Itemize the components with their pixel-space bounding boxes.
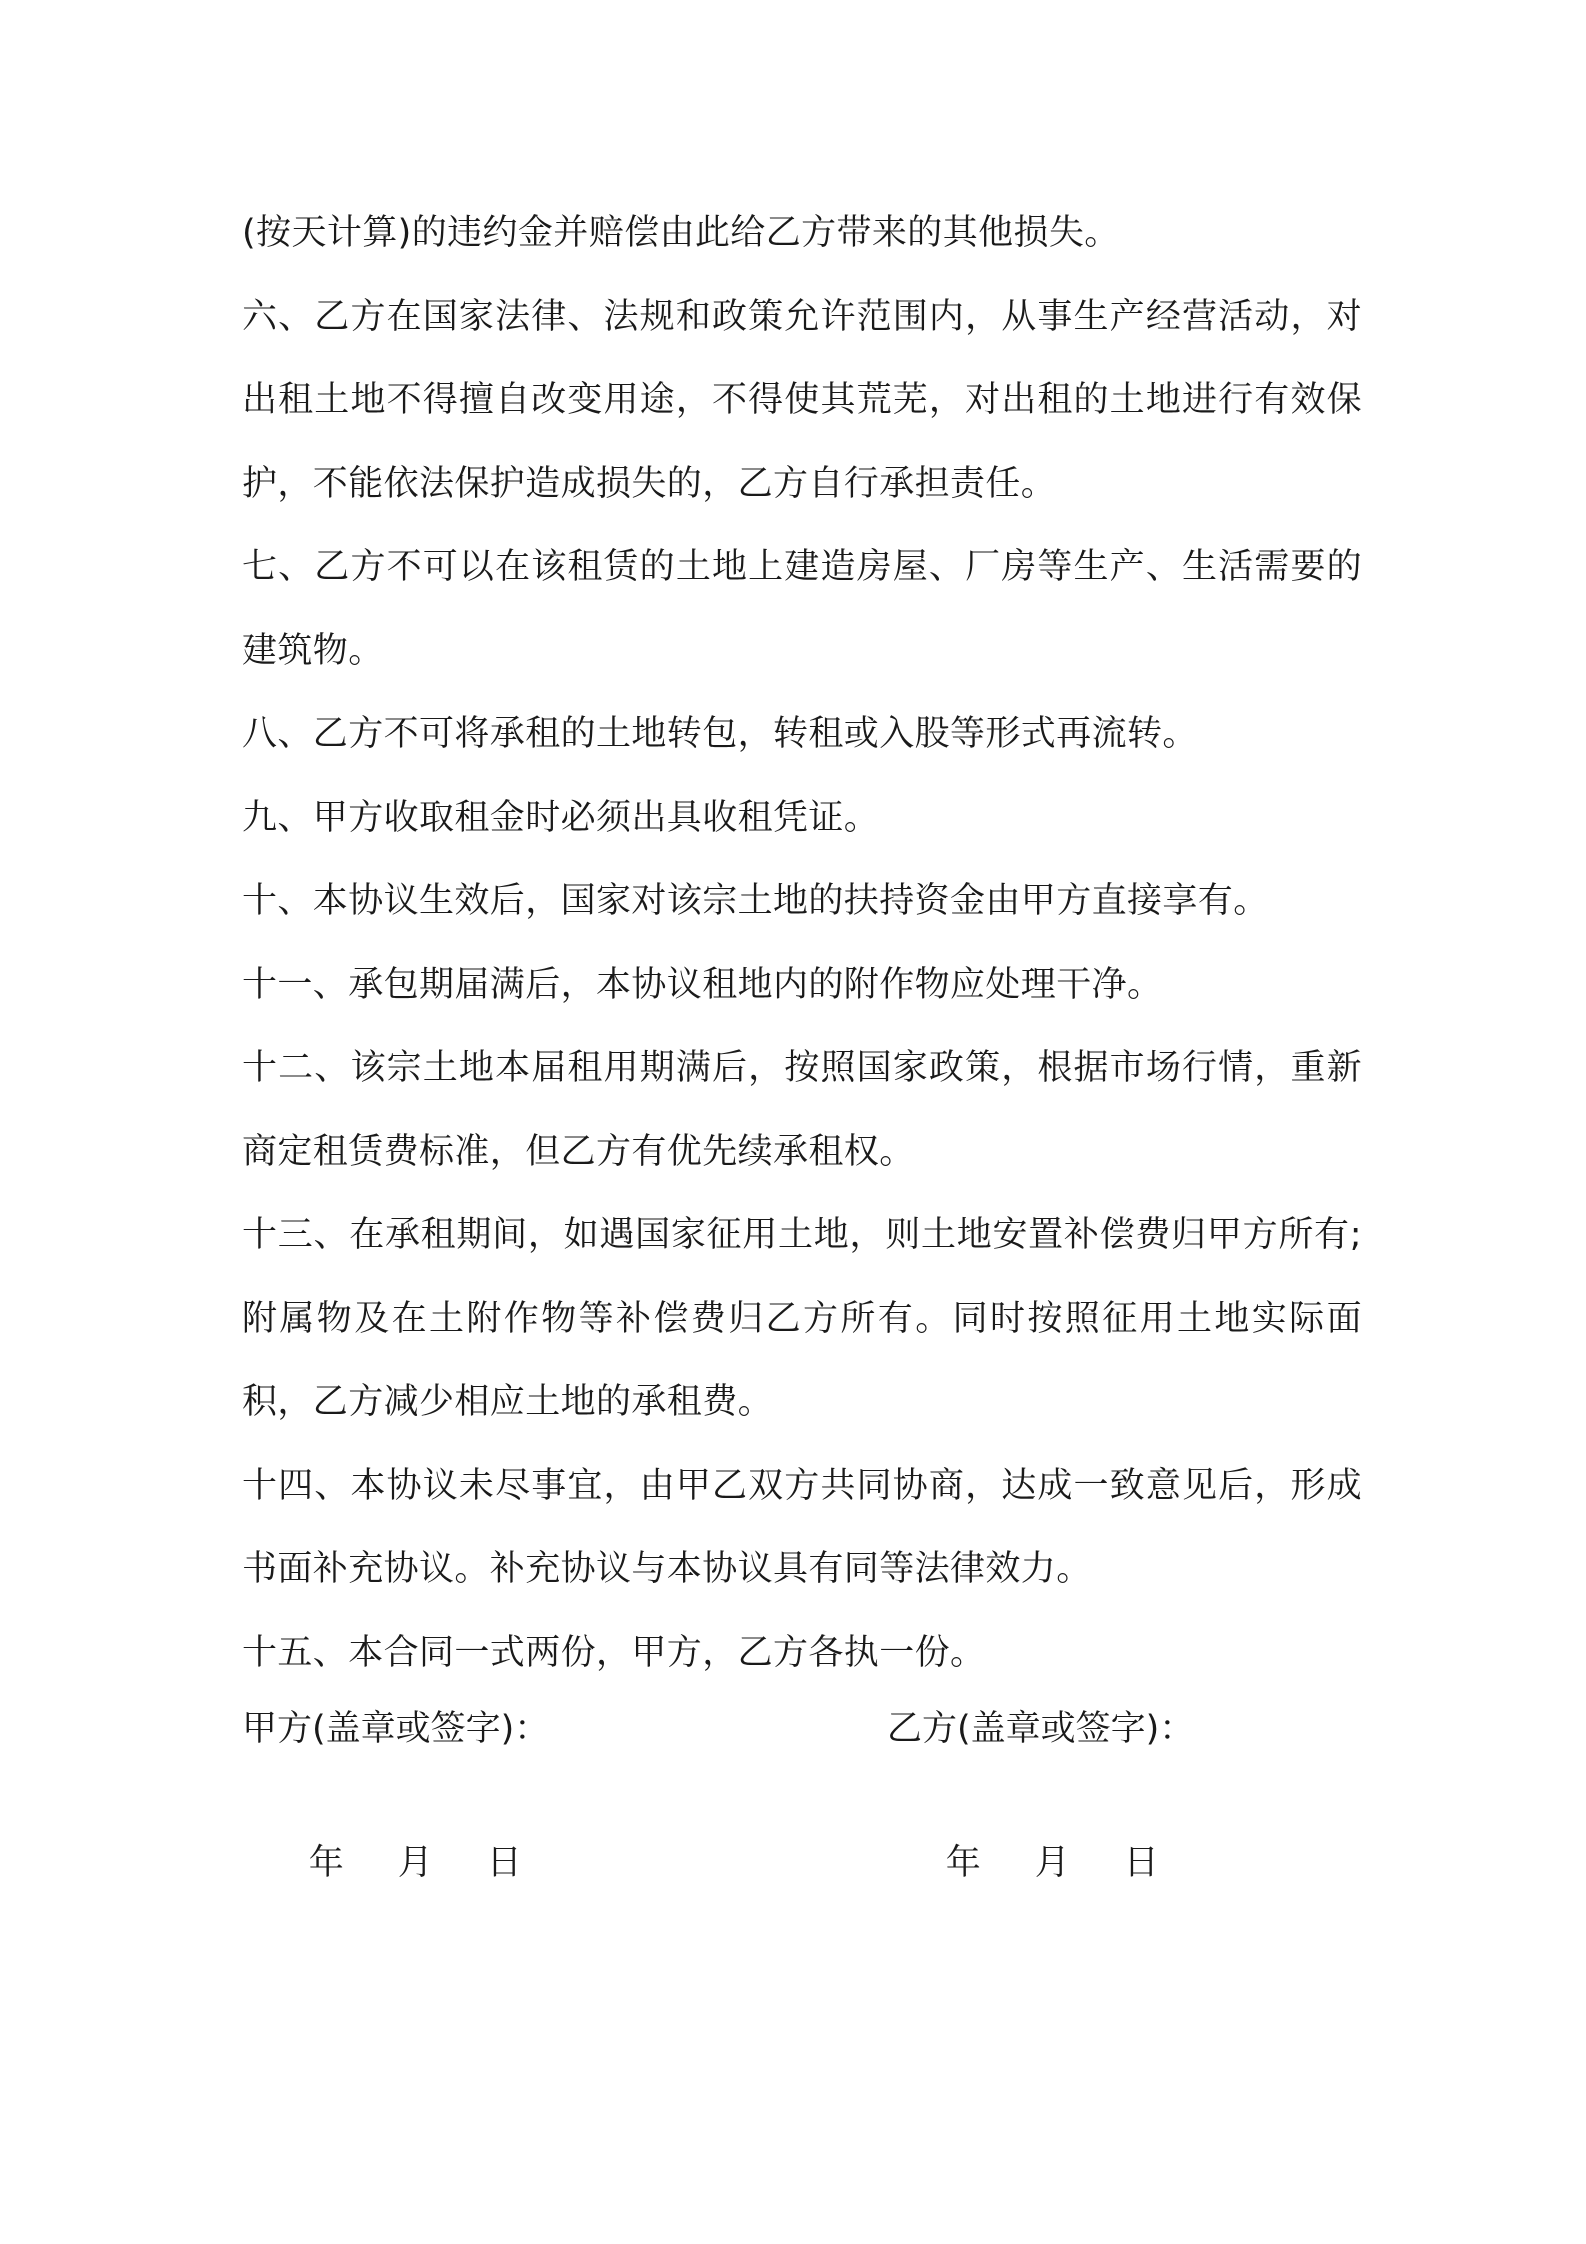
clause-15: 十五、本合同一式两份，甲方，乙方各执一份。 [242,1632,986,1673]
clause-8: 八、乙方不可将承租的土地转包，转租或入股等形式再流转。 [242,714,1198,754]
clause-13: 十三、在承租期间，如遇国家征用土地，则土地安置补偿费归甲方所有;附属物及在土附作物等补偿费归乙方所有。同时按照征用土地实际面积，乙方减少相应土地的承租费。 [242,1215,1362,1422]
party-b-signature-label: 乙方(盖章或签字)： [887,1709,1195,1749]
party-a-date-day: 日 [486,1843,522,1883]
party-b-date-year: 年 [945,1843,981,1883]
clause-6: 六、乙方在国家法律、法规和政策允许范围内，从事生产经营活动，对出租土地不得擅自改变用途，不得使其荒芜，对出租的土地进行有效保护，不能依法保护造成损失的，乙方自行承担责任。 [242,296,1362,504]
party-b-date-month: 月 [1034,1843,1070,1883]
party-a-date [242,1788,522,1938]
paragraph-penalty-continuation: (按天计算)的违约金并赔偿由此给乙方带来的其他损失。 [242,213,1120,253]
party-b-date [879,1788,1159,1938]
clause-14: 十四、本协议未尽事宜，由甲乙双方共同协商，达成一致意见后，形成书面补充协议。补充协议与本协议具有同等法律效力。 [242,1465,1362,1589]
clause-11: 十一、承包期届满后，本协议租地内的附作物应处理干净。 [242,964,1163,1005]
party-a-date-year: 年 [308,1843,344,1883]
clause-9: 九、甲方收取租金时必须出具收租凭证。 [242,797,880,838]
party-b-date-day: 日 [1123,1843,1159,1883]
clause-12: 十二、该宗土地本届租用期满后，按照国家政策，根据市场行情，重新商定租赁费标准，但乙方有优先续承租权。 [242,1048,1362,1172]
party-a-date-month: 月 [397,1843,433,1883]
document-body [242,192,1362,1695]
party-a-signature-label: 甲方(盖章或签字)： [242,1709,550,1749]
clause-10: 十、本协议生效后，国家对该宗土地的扶持资金由甲方直接享有。 [242,881,1269,921]
clause-7: 七、乙方不可以在该租赁的土地上建造房屋、厂房等生产、生活需要的建筑物。 [242,547,1362,671]
